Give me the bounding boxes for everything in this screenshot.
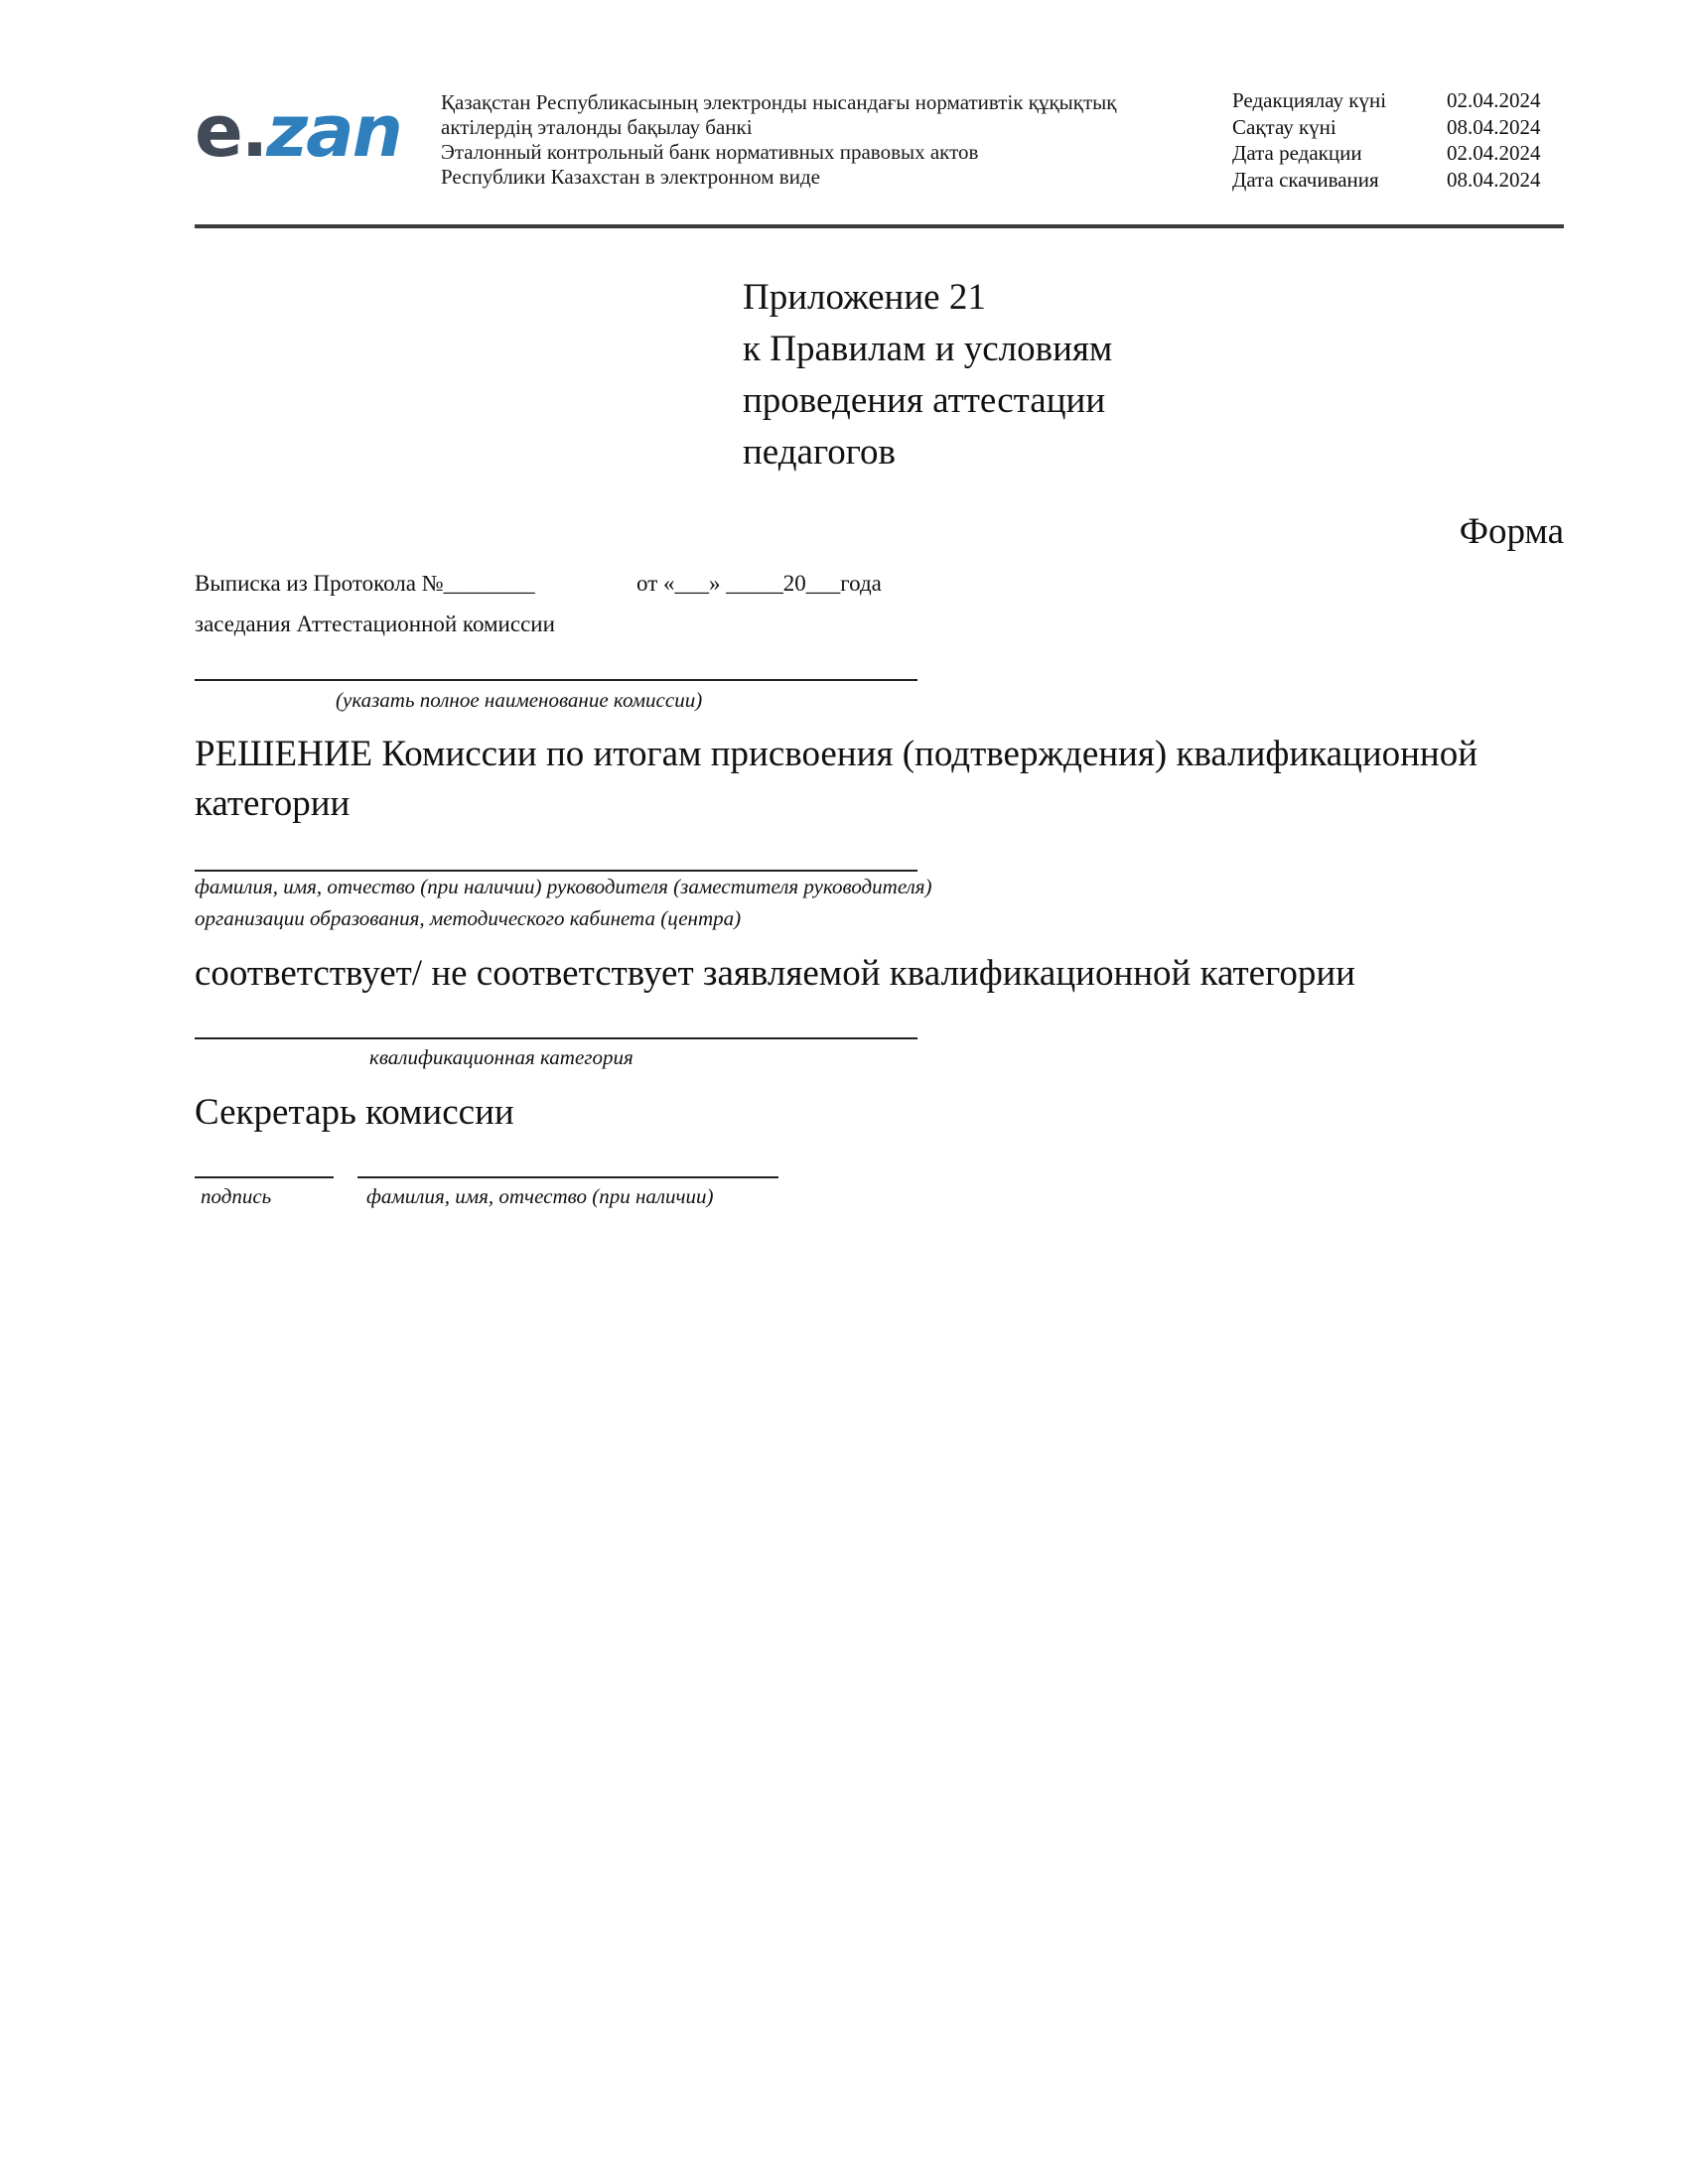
conformity-statement: соответствует/ не соответствует заявляемой квалификационной категории xyxy=(195,953,1355,994)
meta-row-edit-date-kz xyxy=(1232,87,1566,114)
header-line: Қазақстан Республикасының электронды нысандағы нормативтік құқықтық xyxy=(441,90,1117,114)
meta-label: Дата скачивания xyxy=(1232,167,1379,192)
commission-name-hint: (указать полное наименование комиссии) xyxy=(336,688,703,712)
meta-row-save-date-kz xyxy=(1232,114,1566,141)
appendix-line: к Правилам и условиям xyxy=(743,329,1113,369)
protocol-date: от «___» _____20___года xyxy=(636,571,882,596)
meta-value: 02.04.2024 xyxy=(1447,88,1541,112)
header-line: Республики Казахстан в электронном виде xyxy=(441,165,820,189)
appendix-line: педагогов xyxy=(743,432,896,473)
header-description xyxy=(441,90,1116,190)
meta-value: 02.04.2024 xyxy=(1447,141,1541,165)
appendix-line: Приложение 21 xyxy=(743,277,986,318)
person-name-line xyxy=(195,870,917,872)
secretary-name-hint: фамилия, имя, отчество (при наличии) xyxy=(366,1184,714,1208)
appendix-heading xyxy=(743,272,1112,478)
decision-title: РЕШЕНИЕ Комиссии по итогам присвоения (подтверждения) квалификационной категории xyxy=(195,734,1478,824)
signature-hint: подпись xyxy=(201,1184,272,1208)
header-line: Эталонный контрольный банк нормативных правовых актов xyxy=(441,140,979,164)
protocol-extract: Выписка из Протокола №________ xyxy=(195,571,535,596)
protocol-meeting: заседания Аттестационной комиссии xyxy=(195,612,555,636)
meta-row-edit-date-ru xyxy=(1232,140,1566,167)
person-name-hint-1: фамилия, имя, отчество (при наличии) руководителя (заместителя руководителя) xyxy=(195,875,932,898)
secretary-title: Секретарь комиссии xyxy=(195,1092,514,1133)
header-meta-table xyxy=(1232,87,1566,193)
meta-label: Сақтау күні xyxy=(1232,114,1336,139)
meta-value: 08.04.2024 xyxy=(1447,114,1541,139)
secretary-name-line xyxy=(357,1176,778,1178)
category-line xyxy=(195,1037,917,1039)
meta-value: 08.04.2024 xyxy=(1447,167,1541,192)
ezan-logo: e.zan xyxy=(195,89,401,173)
person-name-hint-2: организации образования, методического кабинета (центра) xyxy=(195,906,742,930)
header-divider xyxy=(195,224,1564,228)
meta-label: Дата редакции xyxy=(1232,141,1362,165)
meta-row-download-date-ru xyxy=(1232,167,1566,194)
category-hint: квалификационная категория xyxy=(369,1045,633,1069)
signature-line xyxy=(195,1176,334,1178)
form-label: Форма xyxy=(1459,511,1564,552)
appendix-line: проведения аттестации xyxy=(743,380,1106,421)
commission-name-line xyxy=(195,679,917,681)
meta-label: Редакциялау күні xyxy=(1232,88,1387,112)
header-line: актілердің эталонды бақылау банкі xyxy=(441,115,753,139)
